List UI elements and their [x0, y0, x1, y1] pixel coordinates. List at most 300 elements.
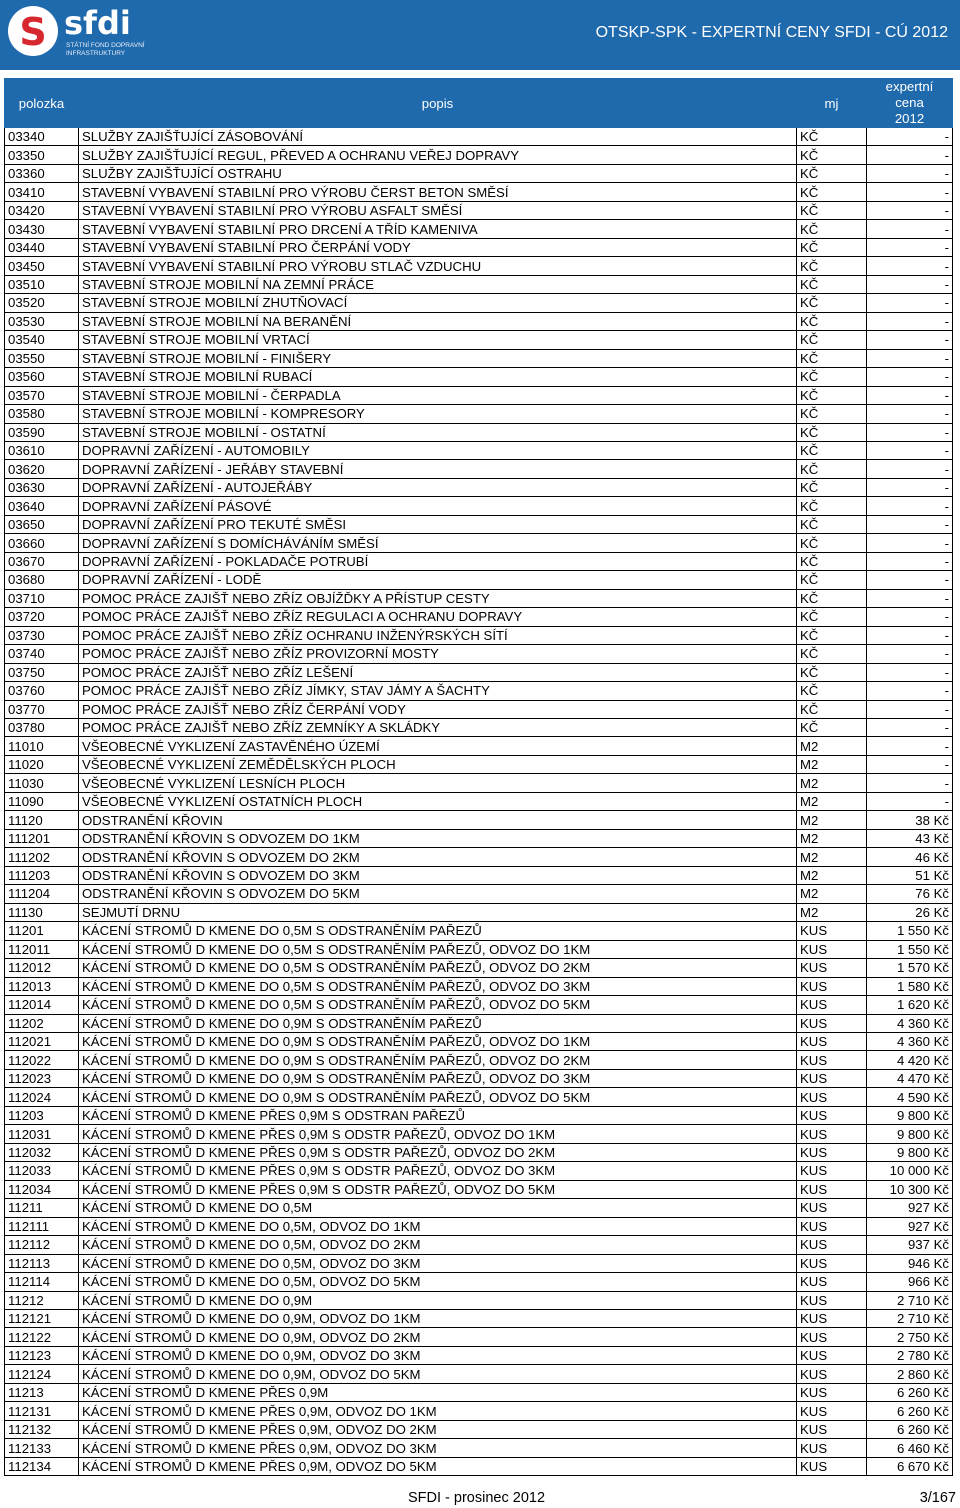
item-description: DOPRAVNÍ ZAŘÍZENÍ - AUTOMOBILY	[79, 441, 797, 459]
item-unit: KČ	[797, 589, 867, 607]
item-price: 9 800 Kč	[867, 1143, 953, 1161]
item-unit: KUS	[797, 1254, 867, 1272]
item-unit: KUS	[797, 996, 867, 1014]
item-description: STAVEBNÍ STROJE MOBILNÍ VRTACÍ	[79, 331, 797, 349]
item-code: 112121	[5, 1310, 79, 1328]
item-description: KÁCENÍ STROMŮ D KMENE DO 0,5M, ODVOZ DO 3KM	[79, 1254, 797, 1272]
item-code: 112111	[5, 1217, 79, 1235]
logo-emblem-icon: S	[8, 6, 58, 56]
table-row	[5, 275, 953, 293]
table-row	[5, 349, 953, 367]
item-description: DOPRAVNÍ ZAŘÍZENÍ - AUTOJEŘÁBY	[79, 478, 797, 496]
item-description: KÁCENÍ STROMŮ D KMENE DO 0,5M, ODVOZ DO 1KM	[79, 1217, 797, 1235]
item-code: 11212	[5, 1291, 79, 1309]
item-code: 112023	[5, 1069, 79, 1087]
table-row	[5, 1180, 953, 1198]
item-unit: KUS	[797, 1328, 867, 1346]
item-code: 03340	[5, 128, 79, 146]
item-code: 11213	[5, 1383, 79, 1401]
item-unit: KUS	[797, 1014, 867, 1032]
item-unit: M2	[797, 829, 867, 847]
item-description: STAVEBNÍ STROJE MOBILNÍ ZHUTŇOVACÍ	[79, 294, 797, 312]
item-code: 112134	[5, 1457, 79, 1475]
item-price: 26 Kč	[867, 903, 953, 921]
item-description: KÁCENÍ STROMŮ D KMENE PŘES 0,9M, ODVOZ DO 2KM	[79, 1420, 797, 1438]
item-unit: KČ	[797, 220, 867, 238]
item-unit: KČ	[797, 164, 867, 182]
item-price: -	[867, 386, 953, 404]
item-description: KÁCENÍ STROMŮ D KMENE PŘES 0,9M, ODVOZ DO 5KM	[79, 1457, 797, 1475]
column-header-code: polozka	[5, 79, 79, 128]
item-price: -	[867, 368, 953, 386]
item-description: POMOC PRÁCE ZAJIŠŤ NEBO ZŘÍZ OBJÍŽĎKY A PŘÍSTUP CESTY	[79, 589, 797, 607]
item-unit: KUS	[797, 1051, 867, 1069]
price-header-line2: 2012	[894, 111, 925, 126]
table-row	[5, 386, 953, 404]
item-unit: KČ	[797, 386, 867, 404]
table-row	[5, 959, 953, 977]
item-description: POMOC PRÁCE ZAJIŠŤ NEBO ZŘÍZ LEŠENÍ	[79, 663, 797, 681]
table-row	[5, 1420, 953, 1438]
item-description: KÁCENÍ STROMŮ D KMENE PŘES 0,9M S ODSTR PAŘEZŮ, ODVOZ DO 3KM	[79, 1162, 797, 1180]
item-code: 112112	[5, 1236, 79, 1254]
price-header-line1: expertní cena	[885, 79, 934, 110]
item-price: -	[867, 349, 953, 367]
item-description: DOPRAVNÍ ZAŘÍZENÍ PÁSOVÉ	[79, 497, 797, 515]
item-unit: M2	[797, 866, 867, 884]
table-row	[5, 571, 953, 589]
item-price: 4 420 Kč	[867, 1051, 953, 1069]
item-unit: KČ	[797, 626, 867, 644]
item-description: STAVEBNÍ STROJE MOBILNÍ RUBACÍ	[79, 368, 797, 386]
item-unit: KUS	[797, 1310, 867, 1328]
item-code: 112012	[5, 959, 79, 977]
item-unit: KČ	[797, 515, 867, 533]
item-code: 03590	[5, 423, 79, 441]
item-price: -	[867, 405, 953, 423]
table-row	[5, 682, 953, 700]
table-row	[5, 164, 953, 182]
item-code: 03640	[5, 497, 79, 515]
item-unit: KČ	[797, 405, 867, 423]
item-code: 11010	[5, 737, 79, 755]
item-unit: KUS	[797, 1273, 867, 1291]
item-description: POMOC PRÁCE ZAJIŠŤ NEBO ZŘÍZ REGULACI A OCHRANU DOPRAVY	[79, 608, 797, 626]
item-description: ODSTRANĚNÍ KŘOVIN	[79, 811, 797, 829]
item-code: 112032	[5, 1143, 79, 1161]
table-row	[5, 405, 953, 423]
item-code: 03540	[5, 331, 79, 349]
item-unit: KČ	[797, 552, 867, 570]
item-code: 112114	[5, 1273, 79, 1291]
table-row	[5, 1273, 953, 1291]
table-row	[5, 1014, 953, 1032]
item-unit: KUS	[797, 940, 867, 958]
item-code: 03520	[5, 294, 79, 312]
item-price: 927 Kč	[867, 1199, 953, 1217]
item-code: 03710	[5, 589, 79, 607]
item-description: KÁCENÍ STROMŮ D KMENE DO 0,5M	[79, 1199, 797, 1217]
item-code: 112123	[5, 1346, 79, 1364]
item-description: KÁCENÍ STROMŮ D KMENE DO 0,9M	[79, 1291, 797, 1309]
item-price: -	[867, 238, 953, 256]
item-price: -	[867, 294, 953, 312]
item-code: 112031	[5, 1125, 79, 1143]
table-row	[5, 663, 953, 681]
item-price: 6 260 Kč	[867, 1402, 953, 1420]
item-code: 112024	[5, 1088, 79, 1106]
item-code: 112022	[5, 1051, 79, 1069]
item-price: -	[867, 626, 953, 644]
price-table	[4, 78, 953, 1476]
item-description: POMOC PRÁCE ZAJIŠŤ NEBO ZŘÍZ OCHRANU INŽENÝRSKÝCH SÍTÍ	[79, 626, 797, 644]
item-price: 43 Kč	[867, 829, 953, 847]
table-row	[5, 977, 953, 995]
item-unit: KČ	[797, 183, 867, 201]
table-row	[5, 1217, 953, 1235]
item-code: 111201	[5, 829, 79, 847]
column-header-unit: mj	[797, 79, 867, 128]
item-description: KÁCENÍ STROMŮ D KMENE DO 0,9M S ODSTRANĚNÍM PAŘEZŮ, ODVOZ DO 1KM	[79, 1032, 797, 1050]
item-price: 38 Kč	[867, 811, 953, 829]
item-description: ODSTRANĚNÍ KŘOVIN S ODVOZEM DO 3KM	[79, 866, 797, 884]
item-unit: KČ	[797, 460, 867, 478]
item-unit: KČ	[797, 349, 867, 367]
table-row	[5, 478, 953, 496]
item-code: 03740	[5, 645, 79, 663]
item-unit: KČ	[797, 238, 867, 256]
item-description: KÁCENÍ STROMŮ D KMENE DO 0,9M, ODVOZ DO 3KM	[79, 1346, 797, 1364]
item-description: KÁCENÍ STROMŮ D KMENE DO 0,5M S ODSTRANĚNÍM PAŘEZŮ, ODVOZ DO 1KM	[79, 940, 797, 958]
table-row	[5, 774, 953, 792]
table-row	[5, 534, 953, 552]
table-row	[5, 1051, 953, 1069]
item-code: 03720	[5, 608, 79, 626]
table-row	[5, 1328, 953, 1346]
item-unit: KČ	[797, 478, 867, 496]
item-unit: KUS	[797, 977, 867, 995]
item-code: 112011	[5, 940, 79, 958]
item-code: 03570	[5, 386, 79, 404]
item-price: 927 Kč	[867, 1217, 953, 1235]
item-code: 03410	[5, 183, 79, 201]
item-price: -	[867, 331, 953, 349]
item-unit: KUS	[797, 1420, 867, 1438]
item-price: -	[867, 515, 953, 533]
item-price: -	[867, 755, 953, 773]
item-description: VŠEOBECNÉ VYKLIZENÍ ZASTAVĚNÉHO ÚZEMÍ	[79, 737, 797, 755]
item-description: SLUŽBY ZAJIŠŤUJÍCÍ ZÁSOBOVÁNÍ	[79, 128, 797, 146]
item-description: KÁCENÍ STROMŮ D KMENE DO 0,5M S ODSTRANĚNÍM PAŘEZŮ, ODVOZ DO 5KM	[79, 996, 797, 1014]
table-row	[5, 996, 953, 1014]
item-code: 03550	[5, 349, 79, 367]
item-description: KÁCENÍ STROMŮ D KMENE DO 0,5M S ODSTRANĚNÍM PAŘEZŮ, ODVOZ DO 3KM	[79, 977, 797, 995]
column-header-description: popis	[79, 79, 797, 128]
item-code: 03630	[5, 478, 79, 496]
item-code: 03650	[5, 515, 79, 533]
item-description: VŠEOBECNÉ VYKLIZENÍ LESNÍCH PLOCH	[79, 774, 797, 792]
item-code: 112132	[5, 1420, 79, 1438]
item-unit: KUS	[797, 1162, 867, 1180]
item-code: 03660	[5, 534, 79, 552]
table-row	[5, 1032, 953, 1050]
item-unit: KUS	[797, 1217, 867, 1235]
item-price: 51 Kč	[867, 866, 953, 884]
item-price: 2 860 Kč	[867, 1365, 953, 1383]
table-row	[5, 737, 953, 755]
item-code: 03780	[5, 719, 79, 737]
item-description: ODSTRANĚNÍ KŘOVIN S ODVOZEM DO 5KM	[79, 885, 797, 903]
item-price: -	[867, 257, 953, 275]
item-description: ODSTRANĚNÍ KŘOVIN S ODVOZEM DO 2KM	[79, 848, 797, 866]
item-price: -	[867, 164, 953, 182]
item-code: 03450	[5, 257, 79, 275]
table-row	[5, 146, 953, 164]
item-unit: KUS	[797, 1180, 867, 1198]
item-unit: M2	[797, 885, 867, 903]
item-description: ODSTRANĚNÍ KŘOVIN S ODVOZEM DO 1KM	[79, 829, 797, 847]
item-description: STAVEBNÍ STROJE MOBILNÍ - ČERPADLA	[79, 386, 797, 404]
item-price: -	[867, 719, 953, 737]
table-row	[5, 885, 953, 903]
table-row	[5, 312, 953, 330]
table-row	[5, 1439, 953, 1457]
item-code: 111204	[5, 885, 79, 903]
item-code: 112014	[5, 996, 79, 1014]
table-row	[5, 811, 953, 829]
item-price: -	[867, 571, 953, 589]
item-price: -	[867, 645, 953, 663]
item-code: 03360	[5, 164, 79, 182]
item-unit: KUS	[797, 1439, 867, 1457]
item-unit: KČ	[797, 497, 867, 515]
footer-text: SFDI - prosinec 2012	[408, 1490, 546, 1506]
table-row	[5, 1291, 953, 1309]
item-unit: KUS	[797, 1365, 867, 1383]
item-unit: M2	[797, 755, 867, 773]
table-row	[5, 829, 953, 847]
item-code: 111203	[5, 866, 79, 884]
item-unit: KUS	[797, 959, 867, 977]
item-price: 1 580 Kč	[867, 977, 953, 995]
item-unit: M2	[797, 903, 867, 921]
item-unit: KUS	[797, 1069, 867, 1087]
item-unit: M2	[797, 774, 867, 792]
item-description: POMOC PRÁCE ZAJIŠŤ NEBO ZŘÍZ ČERPÁNÍ VODY	[79, 700, 797, 718]
item-description: KÁCENÍ STROMŮ D KMENE PŘES 0,9M S ODSTR PAŘEZŮ, ODVOZ DO 2KM	[79, 1143, 797, 1161]
item-price: -	[867, 608, 953, 626]
item-description: DOPRAVNÍ ZAŘÍZENÍ - JEŘÁBY STAVEBNÍ	[79, 460, 797, 478]
item-description: KÁCENÍ STROMŮ D KMENE DO 0,5M, ODVOZ DO 2KM	[79, 1236, 797, 1254]
table-body	[5, 128, 953, 1476]
item-code: 03670	[5, 552, 79, 570]
item-code: 112113	[5, 1254, 79, 1272]
item-price: 2 750 Kč	[867, 1328, 953, 1346]
table-row	[5, 497, 953, 515]
table-row	[5, 848, 953, 866]
item-unit: KUS	[797, 1032, 867, 1050]
item-unit: M2	[797, 848, 867, 866]
table-row	[5, 1162, 953, 1180]
item-description: STAVEBNÍ STROJE MOBILNÍ - KOMPRESORY	[79, 405, 797, 423]
item-unit: KČ	[797, 368, 867, 386]
item-code: 03420	[5, 201, 79, 219]
item-price: -	[867, 497, 953, 515]
item-price: 6 670 Kč	[867, 1457, 953, 1475]
item-code: 111202	[5, 848, 79, 866]
item-unit: KUS	[797, 1291, 867, 1309]
item-price: 6 460 Kč	[867, 1439, 953, 1457]
item-price: 76 Kč	[867, 885, 953, 903]
item-unit: KČ	[797, 331, 867, 349]
item-description: VŠEOBECNÉ VYKLIZENÍ ZEMĚDĚLSKÝCH PLOCH	[79, 755, 797, 773]
item-description: SLUŽBY ZAJIŠŤUJÍCÍ REGUL, PŘEVED A OCHRANU VEŘEJ DOPRAVY	[79, 146, 797, 164]
table-row	[5, 257, 953, 275]
item-description: KÁCENÍ STROMŮ D KMENE DO 0,9M S ODSTRANĚNÍM PAŘEZŮ, ODVOZ DO 3KM	[79, 1069, 797, 1087]
item-code: 112021	[5, 1032, 79, 1050]
item-description: KÁCENÍ STROMŮ D KMENE DO 0,9M, ODVOZ DO 2KM	[79, 1328, 797, 1346]
table-row	[5, 589, 953, 607]
item-unit: KČ	[797, 257, 867, 275]
item-code: 112131	[5, 1402, 79, 1420]
table-row	[5, 1365, 953, 1383]
item-code: 112034	[5, 1180, 79, 1198]
item-price: -	[867, 128, 953, 146]
item-code: 11202	[5, 1014, 79, 1032]
page-footer	[0, 1488, 960, 1508]
column-header-price	[867, 79, 953, 128]
table-row	[5, 552, 953, 570]
item-unit: M2	[797, 737, 867, 755]
item-unit: KUS	[797, 1106, 867, 1124]
item-description: STAVEBNÍ STROJE MOBILNÍ NA BERANĚNÍ	[79, 312, 797, 330]
table-row	[5, 1457, 953, 1475]
item-price: -	[867, 460, 953, 478]
item-description: STAVEBNÍ VYBAVENÍ STABILNÍ PRO ČERPÁNÍ VODY	[79, 238, 797, 256]
item-description: KÁCENÍ STROMŮ D KMENE DO 0,5M, ODVOZ DO 5KM	[79, 1273, 797, 1291]
table-row	[5, 1143, 953, 1161]
item-code: 03680	[5, 571, 79, 589]
item-code: 112122	[5, 1328, 79, 1346]
item-unit: KČ	[797, 275, 867, 293]
item-code: 03580	[5, 405, 79, 423]
item-price: 4 360 Kč	[867, 1032, 953, 1050]
item-description: KÁCENÍ STROMŮ D KMENE PŘES 0,9M S ODSTR PAŘEZŮ, ODVOZ DO 5KM	[79, 1180, 797, 1198]
item-description: STAVEBNÍ VYBAVENÍ STABILNÍ PRO VÝROBU STLAČ VZDUCHU	[79, 257, 797, 275]
table-row	[5, 1088, 953, 1106]
table-row	[5, 1310, 953, 1328]
item-description: STAVEBNÍ STROJE MOBILNÍ - FINIŠERY	[79, 349, 797, 367]
item-price: -	[867, 589, 953, 607]
table-row	[5, 903, 953, 921]
item-price: -	[867, 423, 953, 441]
table-row	[5, 608, 953, 626]
item-price: -	[867, 774, 953, 792]
item-description: DOPRAVNÍ ZAŘÍZENÍ - LODĚ	[79, 571, 797, 589]
item-description: POMOC PRÁCE ZAJIŠŤ NEBO ZŘÍZ PROVIZORNÍ MOSTY	[79, 645, 797, 663]
item-unit: KČ	[797, 201, 867, 219]
item-description: DOPRAVNÍ ZAŘÍZENÍ PRO TEKUTÉ SMĚSI	[79, 515, 797, 533]
table-row	[5, 1236, 953, 1254]
table-row	[5, 368, 953, 386]
page-number: 3/167	[919, 1490, 956, 1506]
item-description: STAVEBNÍ VYBAVENÍ STABILNÍ PRO VÝROBU ASFALT SMĚSÍ	[79, 201, 797, 219]
table-row	[5, 441, 953, 459]
item-price: 4 470 Kč	[867, 1069, 953, 1087]
item-unit: KČ	[797, 719, 867, 737]
item-price: -	[867, 737, 953, 755]
item-price: -	[867, 220, 953, 238]
table-row	[5, 1106, 953, 1124]
item-code: 03610	[5, 441, 79, 459]
item-code: 03620	[5, 460, 79, 478]
item-description: POMOC PRÁCE ZAJIŠŤ NEBO ZŘÍZ ZEMNÍKY A SKLÁDKY	[79, 719, 797, 737]
item-price: 1 550 Kč	[867, 922, 953, 940]
item-price: 966 Kč	[867, 1273, 953, 1291]
item-code: 11211	[5, 1199, 79, 1217]
item-unit: M2	[797, 811, 867, 829]
item-unit: KČ	[797, 423, 867, 441]
item-code: 03560	[5, 368, 79, 386]
sfdi-logo	[6, 4, 156, 62]
item-unit: KČ	[797, 700, 867, 718]
item-price: 2 710 Kč	[867, 1310, 953, 1328]
table-row	[5, 128, 953, 146]
item-code: 112133	[5, 1439, 79, 1457]
item-price: -	[867, 478, 953, 496]
item-unit: KČ	[797, 312, 867, 330]
item-description: STAVEBNÍ VYBAVENÍ STABILNÍ PRO VÝROBU ČERST BETON SMĚSÍ	[79, 183, 797, 201]
item-price: 10 300 Kč	[867, 1180, 953, 1198]
item-description: POMOC PRÁCE ZAJIŠŤ NEBO ZŘÍZ JÍMKY, STAV JÁMY A ŠACHTY	[79, 682, 797, 700]
item-code: 03750	[5, 663, 79, 681]
item-unit: KUS	[797, 1346, 867, 1364]
table-row	[5, 331, 953, 349]
item-price: 2 710 Kč	[867, 1291, 953, 1309]
item-code: 11020	[5, 755, 79, 773]
logo-text: sfdi	[64, 4, 131, 42]
document-title: OTSKP-SPK - EXPERTNÍ CENY SFDI - CÚ 2012	[595, 24, 948, 41]
item-unit: KČ	[797, 645, 867, 663]
item-price: -	[867, 441, 953, 459]
item-description: SLUŽBY ZAJIŠŤUJÍCÍ OSTRAHU	[79, 164, 797, 182]
item-description: KÁCENÍ STROMŮ D KMENE PŘES 0,9M S ODSTR PAŘEZŮ, ODVOZ DO 1KM	[79, 1125, 797, 1143]
item-description: DOPRAVNÍ ZAŘÍZENÍ S DOMÍCHÁVÁNÍM SMĚSÍ	[79, 534, 797, 552]
item-description: SEJMUTÍ DRNU	[79, 903, 797, 921]
item-unit: KČ	[797, 571, 867, 589]
item-description: STAVEBNÍ STROJE MOBILNÍ NA ZEMNÍ PRÁCE	[79, 275, 797, 293]
item-unit: KČ	[797, 663, 867, 681]
table-row	[5, 1069, 953, 1087]
item-description: KÁCENÍ STROMŮ D KMENE DO 0,9M, ODVOZ DO 1KM	[79, 1310, 797, 1328]
item-code: 11203	[5, 1106, 79, 1124]
item-code: 11130	[5, 903, 79, 921]
item-code: 03440	[5, 238, 79, 256]
item-code: 11120	[5, 811, 79, 829]
item-code: 11090	[5, 792, 79, 810]
item-code: 11030	[5, 774, 79, 792]
item-code: 112124	[5, 1365, 79, 1383]
item-price: 946 Kč	[867, 1254, 953, 1272]
item-description: KÁCENÍ STROMŮ D KMENE DO 0,9M, ODVOZ DO 5KM	[79, 1365, 797, 1383]
table-row	[5, 645, 953, 663]
item-code: 03530	[5, 312, 79, 330]
item-code: 03350	[5, 146, 79, 164]
item-unit: KUS	[797, 1143, 867, 1161]
item-price: 46 Kč	[867, 848, 953, 866]
item-code: 03730	[5, 626, 79, 644]
item-unit: KUS	[797, 1125, 867, 1143]
